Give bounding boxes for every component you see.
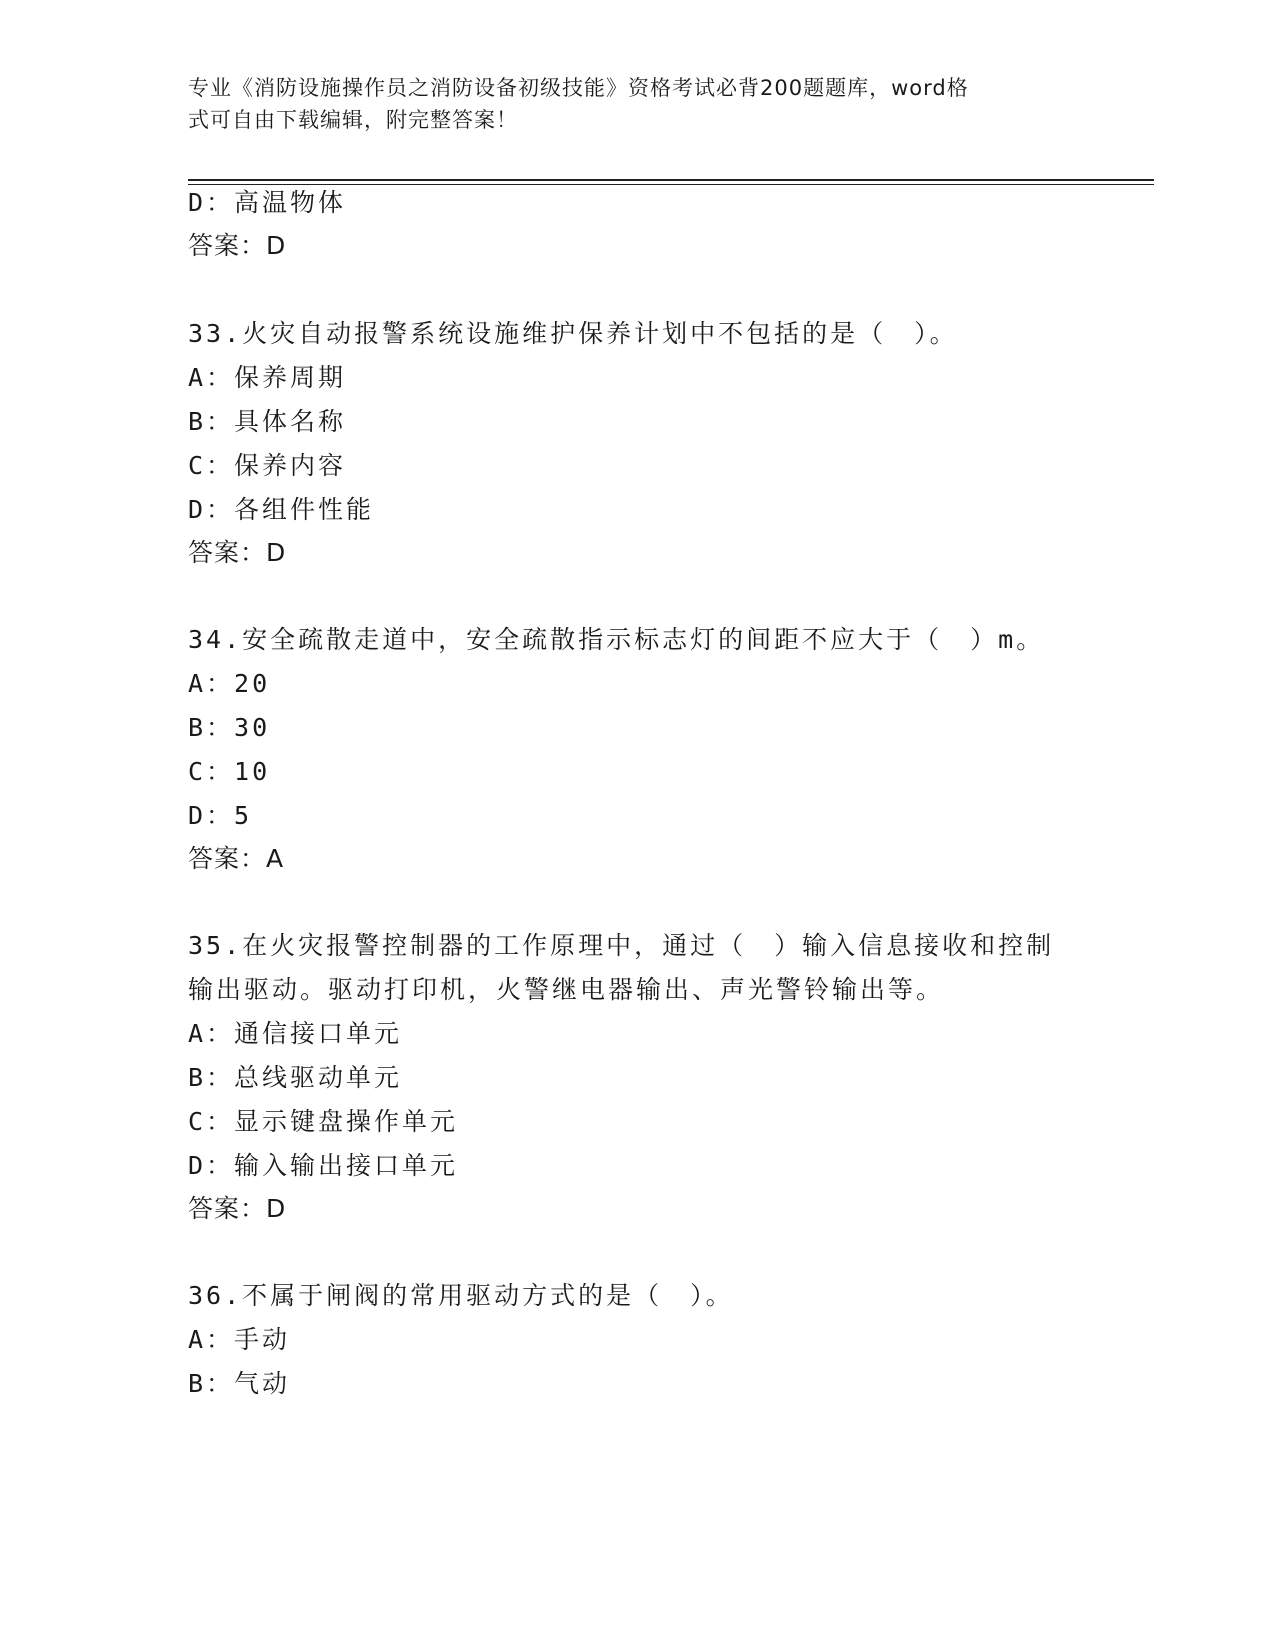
q33-option-a: A：保养周期 bbox=[188, 363, 347, 392]
q33-option-d: D：各组件性能 bbox=[188, 495, 375, 524]
header-line-1: 专业《消防设施操作员之消防设备初级技能》资格考试必背200题题库，word格 bbox=[188, 76, 969, 100]
q35-option-b: B：总线驱动单元 bbox=[188, 1063, 403, 1092]
q33-answer: 答案：D bbox=[188, 538, 287, 567]
document-header bbox=[188, 72, 1088, 136]
q35-answer: 答案：D bbox=[188, 1194, 287, 1223]
q34-option-a: A：20 bbox=[188, 669, 271, 698]
prev-option-d: D：高温物体 bbox=[188, 188, 347, 217]
q33-option-c: C：保养内容 bbox=[188, 451, 347, 480]
prev-answer: 答案：D bbox=[188, 231, 287, 260]
q36-stem: 36.不属于闸阀的常用驱动方式的是（ ）。 bbox=[188, 1281, 734, 1310]
header-line-2: 式可自由下载编辑，附完整答案！ bbox=[188, 108, 518, 132]
q35-stem-line-1: 35.在火灾报警控制器的工作原理中，通过（ ）输入信息接收和控制 bbox=[188, 931, 1055, 960]
q35-stem-line-2: 输出驱动。驱动打印机，火警继电器输出、声光警铃输出等。 bbox=[188, 975, 945, 1004]
q34-answer: 答案：A bbox=[188, 844, 285, 873]
header-divider-thick bbox=[188, 179, 1154, 181]
q34-option-d: D：5 bbox=[188, 801, 253, 830]
q34-stem: 34.安全疏散走道中，安全疏散指示标志灯的间距不应大于（ ）m。 bbox=[188, 625, 1045, 654]
q34-option-b: B：30 bbox=[188, 713, 271, 742]
q35-option-a: A：通信接口单元 bbox=[188, 1019, 403, 1048]
q33-stem: 33.火灾自动报警系统设施维护保养计划中不包括的是（ ）。 bbox=[188, 319, 958, 348]
q34-option-c: C：10 bbox=[188, 757, 271, 786]
q33-option-b: B：具体名称 bbox=[188, 407, 347, 436]
q36-option-a: A：手动 bbox=[188, 1325, 291, 1354]
q36-option-b: B：气动 bbox=[188, 1369, 291, 1398]
q35-option-d: D：输入输出接口单元 bbox=[188, 1151, 459, 1180]
q35-option-c: C：显示键盘操作单元 bbox=[188, 1107, 459, 1136]
